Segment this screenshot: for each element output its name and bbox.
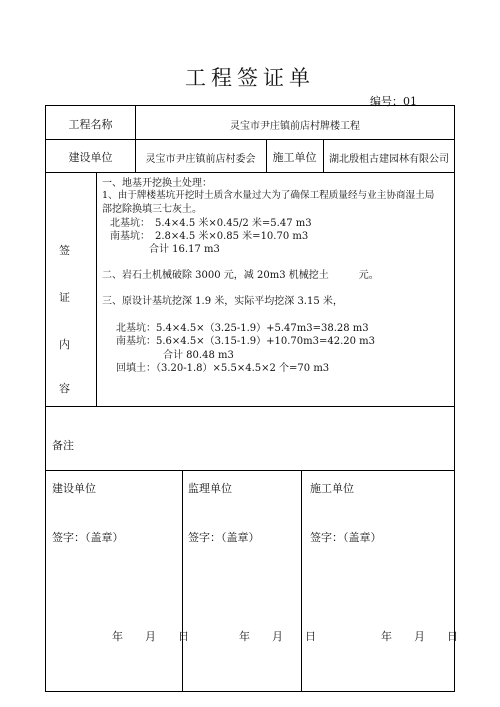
content-line: 二、岩石土机械破除 3000 元，减 20m3 机械挖土 元。 — [102, 270, 379, 281]
row-divider — [46, 470, 454, 471]
col-divider — [182, 470, 183, 692]
col-divider — [301, 470, 302, 692]
sig-unit-contractor: 施工单位 — [310, 482, 354, 495]
content-line: 南基坑：5.6×4.5×（3.15-1.9）+10.70m3=42.20 m3 — [116, 336, 375, 347]
content-line: 合计 16.17 m3 — [149, 244, 220, 255]
content-line: 合计 80.48 m3 — [163, 350, 234, 361]
visa-table — [45, 105, 458, 692]
sig-date-builder: 年 月 日 — [112, 630, 189, 643]
serial-number: 编号：01 — [370, 95, 417, 108]
builder-label: 建设单位 — [68, 151, 113, 164]
sig-date-supervisor: 年 月 日 — [239, 630, 316, 643]
content-line: 1、由于牌楼基坑开挖时土质含水量过大为了确保工程质量经与业主协商湿土局 — [102, 190, 435, 201]
sig-sign-supervisor: 签字：（盖章） — [188, 531, 260, 544]
content-line: 一、地基开挖换土处理： — [102, 178, 212, 189]
row-divider — [46, 172, 454, 173]
contractor-value: 湖北殷柤古建园林有限公司 — [329, 154, 449, 165]
content-line: 北基坑： 5.4×4.5 米×0.45/2 米=5.47 m3 — [110, 218, 312, 229]
sig-unit-supervisor: 监理单位 — [188, 482, 232, 495]
project-name-value: 灵宝市尹庄镇前店村牌楼工程 — [230, 121, 360, 132]
row-divider — [46, 406, 454, 407]
col-divider — [96, 172, 97, 406]
side-char: 签 — [59, 244, 70, 257]
side-char: 证 — [59, 291, 70, 304]
content-line: 北基坑：5.4×4.5×（3.25-1.9）+5.47m3=38.28 m3 — [116, 323, 369, 334]
project-name-label: 工程名称 — [68, 118, 113, 131]
contractor-label: 施工单位 — [272, 151, 317, 164]
side-char: 容 — [59, 382, 70, 395]
sig-date-contractor: 年 月 日 — [381, 630, 458, 643]
sig-sign-contractor: 签字：（盖章） — [310, 531, 382, 544]
content-line: 部挖除换填三七灰土。 — [102, 204, 202, 215]
document-title: 工程签证单 — [185, 66, 315, 90]
sig-sign-builder: 签字：（盖章） — [52, 531, 124, 544]
content-line: 南基坑： 2.8×4.5 米×0.85 米=10.70 m3 — [110, 231, 309, 242]
row-divider — [46, 139, 454, 140]
builder-value: 灵宝市尹庄镇前店村委会 — [145, 154, 256, 165]
content-line: 回填土：（3.20-1.8）×5.5×4.5×2 个=70 m3 — [116, 363, 330, 374]
sig-unit-builder: 建设单位 — [52, 482, 96, 495]
remarks-label: 备注 — [52, 439, 74, 452]
content-line: 三、原设计基坑挖深 1.9 米，实际平均挖深 3.15 米， — [102, 296, 343, 307]
side-char: 内 — [59, 338, 70, 351]
